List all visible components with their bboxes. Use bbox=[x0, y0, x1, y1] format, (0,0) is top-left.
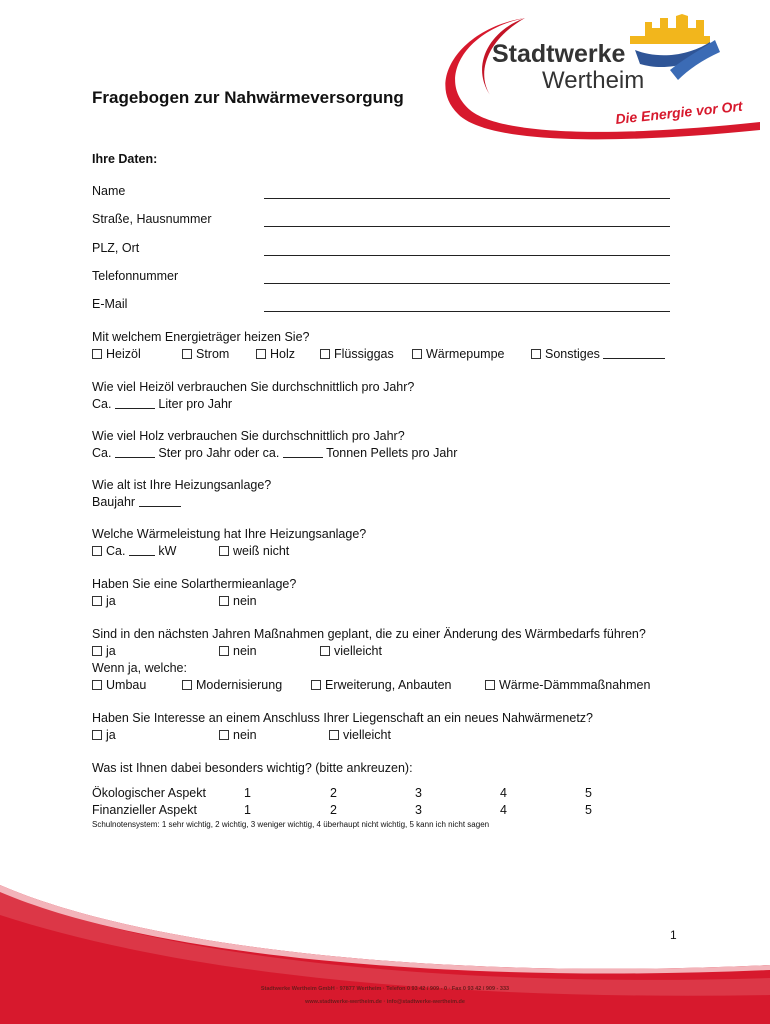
checkbox-icon bbox=[92, 730, 102, 740]
field-line-street[interactable] bbox=[264, 226, 670, 227]
q4-baujahr-blank[interactable] bbox=[139, 495, 181, 507]
q8-option-nein[interactable]: nein bbox=[219, 728, 257, 742]
checkbox-icon bbox=[182, 349, 192, 359]
q7-followup: Wenn ja, welche: bbox=[92, 661, 187, 675]
q9-grade[interactable]: 4 bbox=[500, 786, 507, 800]
checkbox-icon bbox=[329, 730, 339, 740]
stadtwerke-logo bbox=[430, 10, 770, 140]
q9-note: Schulnotensystem: 1 sehr wichtig, 2 wichtig, 3 weniger wichtig, 4 überhaupt nicht wichtig, 5 kann ich nicht sagen bbox=[92, 820, 490, 829]
checkbox-icon bbox=[219, 730, 229, 740]
q7-measure-daemmung[interactable]: Wärme-Dämmmaßnahmen bbox=[485, 678, 650, 692]
q8-option-ja[interactable]: ja bbox=[92, 728, 116, 742]
q7-measure-umbau[interactable]: Umbau bbox=[92, 678, 146, 692]
q7-measure-modernisierung[interactable]: Modernisierung bbox=[182, 678, 282, 692]
q1-option-waermepumpe[interactable]: Wärmepumpe bbox=[412, 347, 505, 361]
checkbox-icon bbox=[311, 680, 321, 690]
q7-measure-erweiterung[interactable]: Erweiterung, Anbauten bbox=[311, 678, 451, 692]
logo-slogan: Die Energie vor Ort bbox=[614, 97, 744, 127]
checkbox-icon bbox=[320, 349, 330, 359]
field-line-name[interactable] bbox=[264, 198, 670, 199]
field-label-phone: Telefonnummer bbox=[92, 269, 179, 283]
q2-answer: Ca. Liter pro Jahr bbox=[92, 397, 233, 411]
checkbox-icon bbox=[92, 680, 102, 690]
checkbox-icon bbox=[92, 349, 102, 359]
q1-sonstiges-blank[interactable] bbox=[603, 347, 665, 359]
q4-question: Wie alt ist Ihre Heizungsanlage? bbox=[92, 478, 272, 492]
q5-kw-blank[interactable] bbox=[129, 544, 155, 556]
q1-option-fluessiggas[interactable]: Flüssiggas bbox=[320, 347, 394, 361]
checkbox-icon bbox=[485, 680, 495, 690]
q9-grade[interactable]: 3 bbox=[415, 786, 422, 800]
q3-pellets-blank[interactable] bbox=[283, 446, 323, 458]
checkbox-icon bbox=[219, 546, 229, 556]
q9-grade[interactable]: 4 bbox=[500, 803, 507, 817]
checkbox-icon bbox=[92, 646, 102, 656]
q9-grade[interactable]: 1 bbox=[244, 803, 251, 817]
field-label-name: Name bbox=[92, 184, 126, 198]
q8-question: Haben Sie Interesse an einem Anschluss Ihrer Liegenschaft an ein neues Nahwärmenetz? bbox=[92, 711, 593, 725]
footer-web[interactable]: www.stadtwerke-wertheim.de · info@stadtwerke-wertheim.de bbox=[305, 999, 465, 1005]
q3-ster-blank[interactable] bbox=[115, 446, 155, 458]
q9-question: Was ist Ihnen dabei besonders wichtig? (bitte ankreuzen): bbox=[92, 761, 413, 775]
q7-question: Sind in den nächsten Jahren Maßnahmen geplant, die zu einer Änderung des Wärmbedarfs führen? bbox=[92, 627, 646, 641]
field-line-email[interactable] bbox=[264, 311, 670, 312]
q3-answer: Ca. Ster pro Jahr oder ca. Tonnen Pellets pro Jahr bbox=[92, 446, 458, 460]
q5-question: Welche Wärmeleistung hat Ihre Heizungsanlage? bbox=[92, 527, 367, 541]
q7-option-vielleicht[interactable]: vielleicht bbox=[320, 644, 382, 658]
q2-question: Wie viel Heizöl verbrauchen Sie durchschnittlich pro Jahr? bbox=[92, 380, 415, 394]
q9-row-label: Finanzieller Aspekt bbox=[92, 803, 197, 817]
q1-option-heizoel[interactable]: Heizöl bbox=[92, 347, 141, 361]
q9-grade[interactable]: 2 bbox=[330, 803, 337, 817]
q7-option-nein[interactable]: nein bbox=[219, 644, 257, 658]
q6-question: Haben Sie eine Solarthermieanlage? bbox=[92, 577, 297, 591]
q3-question: Wie viel Holz verbrauchen Sie durchschnittlich pro Jahr? bbox=[92, 429, 405, 443]
field-label-street: Straße, Hausnummer bbox=[92, 212, 212, 226]
checkbox-icon bbox=[256, 349, 266, 359]
q1-option-holz[interactable]: Holz bbox=[256, 347, 295, 361]
personal-heading: Ihre Daten: bbox=[92, 152, 158, 166]
logo-line2: Wertheim bbox=[542, 67, 645, 94]
page-number: 1 bbox=[670, 928, 677, 942]
checkbox-icon bbox=[219, 646, 229, 656]
castle-icon bbox=[645, 14, 704, 38]
q9-grade[interactable]: 5 bbox=[585, 786, 592, 800]
checkbox-icon bbox=[320, 646, 330, 656]
field-label-city: PLZ, Ort bbox=[92, 241, 140, 255]
q1-option-strom[interactable]: Strom bbox=[182, 347, 229, 361]
checkbox-icon bbox=[412, 349, 422, 359]
field-label-email: E-Mail bbox=[92, 297, 128, 311]
q1-question: Mit welchem Energieträger heizen Sie? bbox=[92, 330, 310, 344]
checkbox-icon bbox=[531, 349, 541, 359]
q7-option-ja[interactable]: ja bbox=[92, 644, 116, 658]
q9-grade[interactable]: 2 bbox=[330, 786, 337, 800]
q6-option-nein[interactable]: nein bbox=[219, 594, 257, 608]
footer-address: Stadtwerke Wertheim GmbH · 97877 Wertheim · Telefon 0 93 42 / 909 - 0 · Fax 0 93 42 / 909 - 333 bbox=[260, 986, 510, 992]
q2-liter-blank[interactable] bbox=[115, 397, 155, 409]
q9-grade[interactable]: 3 bbox=[415, 803, 422, 817]
checkbox-icon bbox=[92, 546, 102, 556]
page-title: Fragebogen zur Nahwärmeversorgung bbox=[92, 88, 404, 107]
field-line-phone[interactable] bbox=[264, 283, 670, 284]
checkbox-icon bbox=[92, 596, 102, 606]
q5-option-unknown[interactable]: weiß nicht bbox=[219, 544, 289, 558]
field-line-city[interactable] bbox=[264, 255, 670, 256]
checkbox-icon bbox=[182, 680, 192, 690]
q6-option-ja[interactable]: ja bbox=[92, 594, 116, 608]
q9-grade[interactable]: 5 bbox=[585, 803, 592, 817]
q9-grade[interactable]: 1 bbox=[244, 786, 251, 800]
checkbox-icon bbox=[219, 596, 229, 606]
logo-line1: Stadtwerke bbox=[492, 40, 626, 68]
q4-answer: Baujahr bbox=[92, 495, 181, 509]
q9-row-label: Ökologischer Aspekt bbox=[92, 786, 206, 800]
q8-option-vielleicht[interactable]: vielleicht bbox=[329, 728, 391, 742]
q5-option-kw[interactable]: Ca. kW bbox=[92, 544, 176, 558]
q1-option-sonstiges[interactable]: Sonstiges bbox=[531, 347, 665, 361]
